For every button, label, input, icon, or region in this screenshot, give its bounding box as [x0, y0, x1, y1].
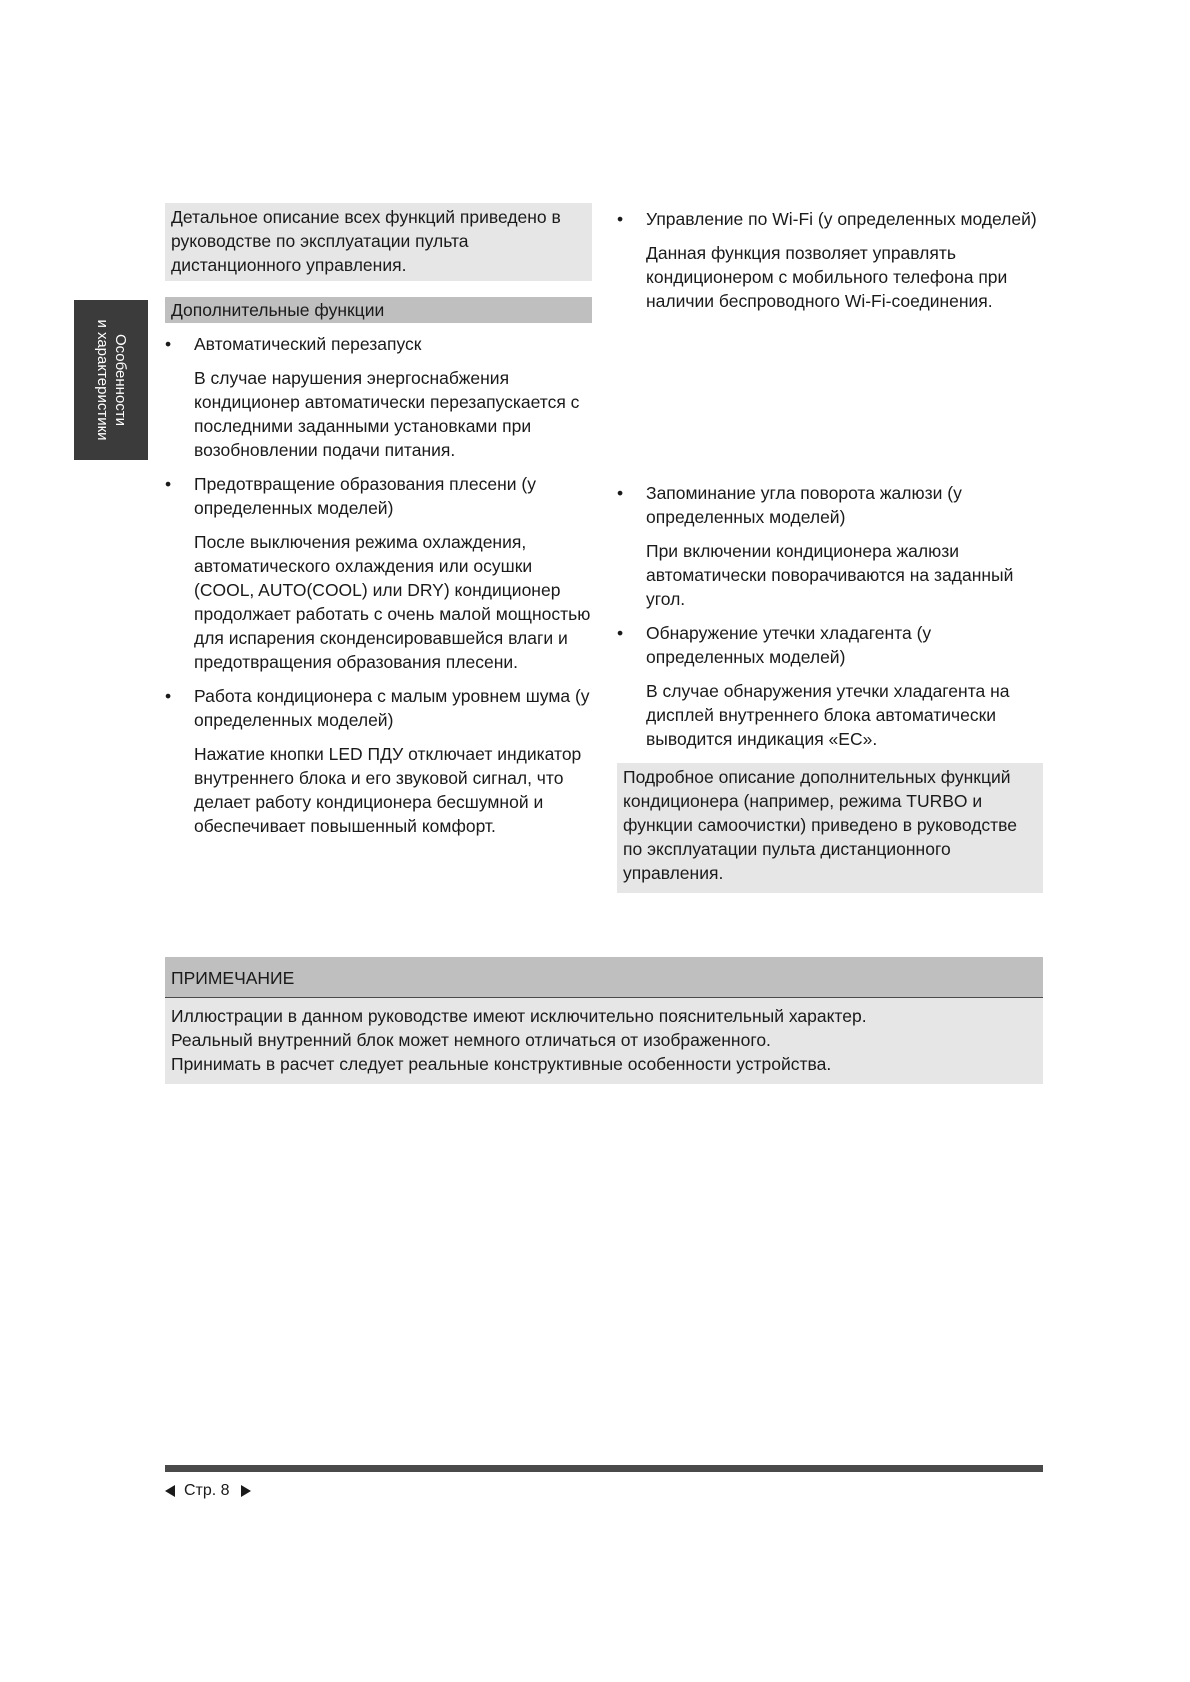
feature-desc-leak-detection: В случае обнаружения утечки хладагента на дисплей внутреннего блока автоматически выводится индикация «EC». [646, 681, 1010, 749]
feature-title-wifi: • Управление по Wi-Fi (у определенных моделей) [617, 209, 1037, 229]
left-column [165, 203, 592, 838]
bullet: • [617, 483, 624, 503]
prev-page-arrow-icon [165, 1485, 175, 1497]
note-box [165, 957, 1043, 1084]
section-title: Дополнительные функции [165, 297, 592, 323]
feature-title-silent: • Работа кондиционера с малым уровнем шума (у определенных моделей) [165, 686, 590, 730]
page-footer [165, 1478, 251, 1504]
note-line: Принимать в расчет следует реальные конструктивные особенности устройства. [171, 1054, 832, 1074]
section-side-tab [74, 300, 148, 460]
feature-title-leak-detection: • Обнаружение утечки хладагента (у определенных моделей) [617, 623, 932, 667]
feature-desc-wifi: Данная функция позволяет управлять кондиционером с мобильного телефона при наличии беспроводного Wi-Fi-соединения. [646, 243, 1008, 311]
feature-title-louver-memory: • Запоминание угла поворота жалюзи (у определенных моделей) [617, 483, 962, 527]
note-line: Иллюстрации в данном руководстве имеют исключительно пояснительный характер. [171, 1006, 867, 1026]
page-number: Стр. 8 [184, 1482, 230, 1499]
footer-rule [165, 1465, 1043, 1472]
intro-box: Детальное описание всех функций приведено в руководстве по эксплуатации пульта дистанционного управления. [165, 203, 592, 281]
side-tab-line-2: и характеристики [94, 319, 111, 441]
bullet: • [165, 334, 172, 354]
side-tab-label [93, 305, 129, 455]
feature-title-auto-restart: • Автоматический перезапуск [165, 334, 422, 354]
bullet: • [617, 623, 624, 643]
next-page-arrow-icon [241, 1485, 251, 1497]
info-box: Подробное описание дополнительных функций кондиционера (например, режима TURBO и функции самоочистки) приведено в руководстве по эксплуатации пульта дистанционного управления. [617, 763, 1043, 893]
side-tab-line-1: Особенности [112, 333, 129, 427]
note-title: ПРИМЕЧАНИЕ [165, 957, 1043, 998]
feature-title-mildew: • Предотвращение образования плесени (у определенных моделей) [165, 474, 536, 518]
right-column [617, 203, 1043, 893]
note-line: Реальный внутренний блок может немного отличаться от изображенного. [171, 1030, 771, 1050]
bullet: • [617, 209, 624, 229]
feature-desc-louver-memory: При включении кондиционера жалюзи автоматически поворачиваются на заданный угол. [646, 541, 1014, 609]
note-body [165, 998, 1043, 1084]
feature-desc-mildew: После выключения режима охлаждения, автоматического охлаждения или осушки (COOL, AUTO(COOL) или DRY) кондиционер продолжает работать с очень малой мощностью для испарения сконденсировавшейся влаги и предотвращения образования плесени. [194, 532, 591, 672]
bullet: • [165, 474, 172, 494]
feature-desc-auto-restart: В случае нарушения энергоснабжения кондиционер автоматически перезапускается с последними заданными установками при возобновлении подачи питания. [194, 368, 580, 460]
bullet: • [165, 686, 172, 706]
feature-desc-silent: Нажатие кнопки LED ПДУ отключает индикатор внутреннего блока и его звуковой сигнал, что делает работу кондиционера бесшумной и обеспечивает повышенный комфорт. [194, 744, 582, 836]
